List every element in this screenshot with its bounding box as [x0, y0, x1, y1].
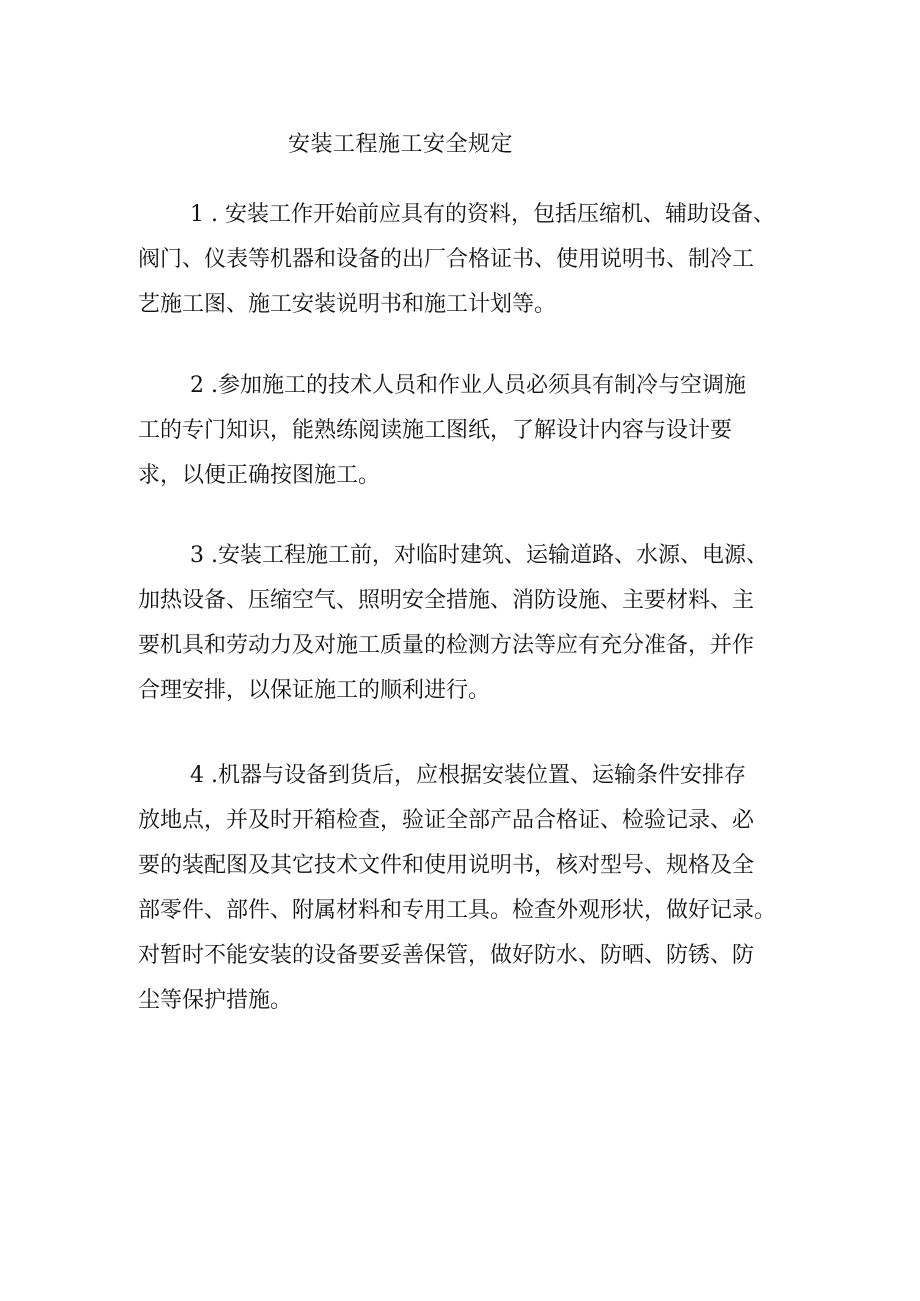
paragraph-line: 求，以便正确按图施工。 — [138, 463, 381, 488]
paragraph-line: 部零件、部件、附属材料和专用工具。检查外观形状，做好记录。 — [138, 898, 777, 923]
paragraph-line: 尘等保护措施。 — [138, 988, 293, 1013]
paragraph-line: 艺施工图、施工安装说明书和施工计划等。 — [138, 292, 557, 317]
paragraph-line: 3 .安装工程施工前，对临时建筑、运输道路、水源、电源、 — [190, 543, 768, 568]
paragraph-2 — [138, 363, 746, 498]
document-title: 安装工程施工安全规定 — [288, 132, 514, 157]
paragraph-line: 要的装配图及其它技术文件和使用说明书，核对型号、规格及全 — [138, 853, 755, 878]
paragraph-line: 放地点，并及时开箱检查，验证全部产品合格证、检验记录、必 — [138, 808, 755, 833]
paragraph-3 — [138, 533, 768, 713]
paragraph-1 — [138, 192, 775, 327]
paragraph-line: 阀门、仪表等机器和设备的出厂合格证书、使用说明书、制冷工 — [138, 247, 755, 272]
paragraph-line: 加热设备、压缩空气、照明安全措施、消防设施、主要材料、主 — [138, 588, 755, 613]
paragraph-line: 1 . 安装工作开始前应具有的资料，包括压缩机、辅助设备、 — [190, 202, 775, 227]
paragraph-line: 对暂时不能安装的设备要妥善保管，做好防水、防晒、防锈、防 — [138, 943, 755, 968]
paragraph-line: 合理安排，以保证施工的顺利进行。 — [138, 678, 491, 703]
paragraph-line: 工的专门知识，能熟练阅读施工图纸，了解设计内容与设计要 — [138, 418, 733, 443]
paragraph-line: 2 .参加施工的技术人员和作业人员必须具有制冷与空调施 — [190, 373, 746, 398]
paragraph-line: 要机具和劳动力及对施工质量的检测方法等应有充分准备，并作 — [138, 633, 755, 658]
paragraph-4 — [138, 753, 776, 1023]
paragraph-line: 4 .机器与设备到货后，应根据安装位置、运输条件安排存 — [190, 763, 746, 788]
